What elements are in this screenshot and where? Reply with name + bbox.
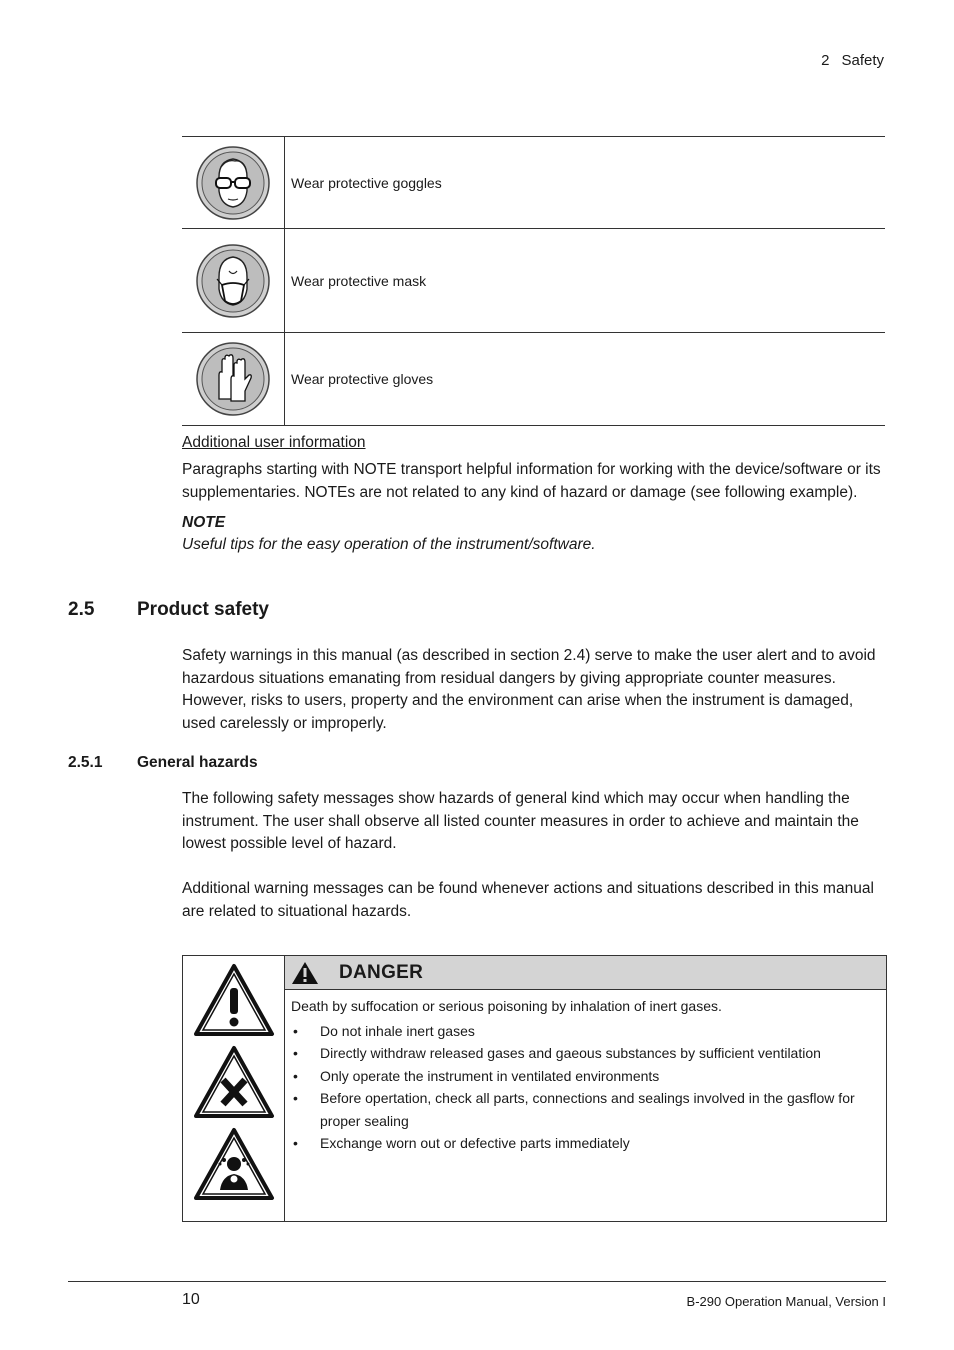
danger-label: DANGER: [339, 961, 424, 983]
danger-header: [285, 956, 886, 990]
gloves-icon: [195, 341, 271, 417]
ppe-label: Wear protective mask: [291, 272, 427, 289]
subsection-number: 2.5.1: [68, 754, 103, 771]
section-paragraph: Safety warnings in this manual (as described in section 2.4) serve to make the user alert and to avoid hazardous situations emanating from residual dangers by giving appropriate counter measures. However, risks to users, property and the environment can arise when the instrument is damaged, used carelessly or improperly.: [182, 647, 876, 732]
additional-info-heading: Additional user information: [182, 434, 366, 451]
ppe-row-mask: [182, 228, 885, 332]
subsection-paragraph: The following safety messages show hazards of general kind which may occur when handling the instrument. The user shall observe all listed counter measures in order to achieve and maintain the lowest possible level of hazard.: [182, 790, 859, 852]
ppe-icon-cell: [182, 333, 285, 425]
mask-icon: [195, 243, 271, 319]
danger-list: [291, 1020, 878, 1155]
section-title: Product safety: [137, 599, 269, 620]
toxic-gas-icon: [193, 1126, 275, 1202]
list-item: • Do not inhale inert gases: [291, 1020, 878, 1043]
danger-box: [182, 955, 887, 1222]
page-number: 10: [182, 1291, 200, 1308]
chapter-title: Safety: [841, 52, 884, 69]
danger-icons-column: [183, 956, 285, 1221]
ppe-label: Wear protective goggles: [291, 174, 442, 191]
ppe-label: Wear protective gloves: [291, 371, 434, 387]
subsection-title: General hazards: [137, 754, 258, 771]
ppe-row-gloves: [182, 332, 885, 426]
ppe-icon-cell: [182, 229, 285, 332]
running-header: [821, 52, 884, 69]
list-item: • Exchange worn out or defective parts immediately: [291, 1132, 878, 1155]
note-text: Useful tips for the easy operation of the instrument/software.: [182, 536, 596, 553]
alert-triangle-icon: [291, 961, 319, 985]
ppe-icon-cell: [182, 137, 285, 228]
harmful-substance-icon: [193, 1044, 275, 1120]
section-number: 2.5: [68, 599, 95, 620]
subsection-paragraph: Additional warning messages can be found whenever actions and situations described in this manual are related to situational hazards.: [182, 880, 874, 920]
note-title: NOTE: [182, 514, 226, 531]
list-item: • Before opertation, check all parts, connections and sealings involved in the gasflow for proper sealing: [291, 1087, 878, 1132]
additional-info-paragraph: Paragraphs starting with NOTE transport helpful information for working with the device/software or its supplementaries. NOTEs are not related to any kind of hazard or damage (see following example).: [182, 461, 881, 501]
footer-divider: [68, 1281, 886, 1282]
document-title: B-290 Operation Manual, Version I: [686, 1294, 886, 1309]
ppe-table: [182, 136, 885, 426]
danger-intro: Death by suffocation or serious poisoning by inhalation of inert gases.: [291, 998, 722, 1014]
danger-main: [285, 956, 886, 1221]
ppe-row-goggles: [182, 136, 885, 228]
goggles-icon: [195, 145, 271, 221]
chapter-number: 2: [821, 52, 830, 69]
list-item: • Directly withdraw released gases and gaeous substances by sufficient ventilation: [291, 1042, 878, 1065]
danger-content: [285, 990, 886, 1155]
list-item: • Only operate the instrument in ventilated environments: [291, 1065, 878, 1088]
warning-triangle-icon: [193, 962, 275, 1038]
